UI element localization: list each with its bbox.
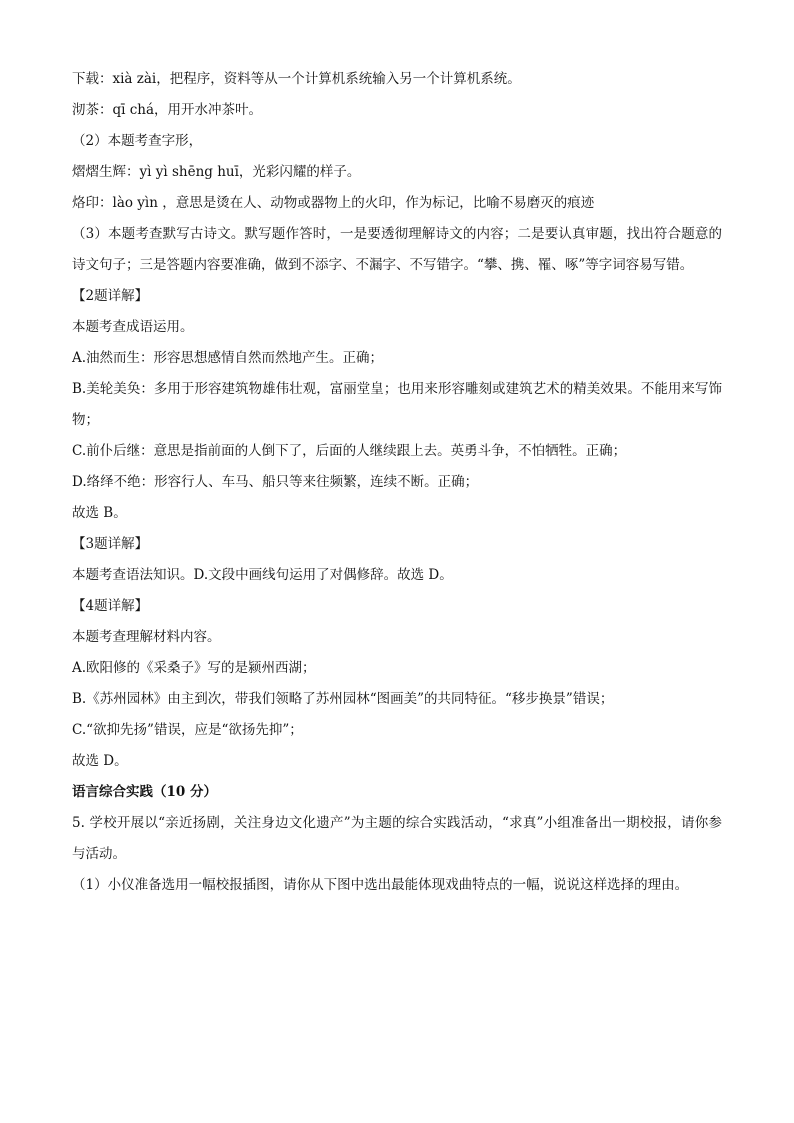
section-heading: 【3题详解】 bbox=[72, 536, 149, 552]
text-line: 熠熠生辉：yì yì shēng huī，光彩闪耀的样子。 bbox=[72, 164, 361, 180]
text-line: （2）本题考查字形， bbox=[72, 133, 203, 149]
part-heading: 语言综合实践（10 分） bbox=[72, 784, 217, 800]
text-line: 本题考查理解材料内容。 bbox=[72, 629, 221, 645]
text-line: C.前仆后继：意思是指前面的人倒下了，后面的人继续跟上去。英勇斗争，不怕牺牲。正确； bbox=[72, 443, 627, 459]
text-line: （1）小仪准备选用一幅校报插图，请你从下图中选出最能体现戏曲特点的一幅，说说这样选择的理由。 bbox=[72, 877, 689, 893]
text-line: D.络绎不绝：形容行人、车马、船只等来往频繁，连续不断。正确； bbox=[72, 474, 479, 490]
document-body bbox=[72, 64, 722, 901]
text-paragraph: B.美轮美奂：多用于形容建筑物雄伟壮观，富丽堂皇；也用来形容雕刻或建筑艺术的精美效果。不能用来写饰物； bbox=[72, 381, 722, 428]
text-line: A.油然而生：形容思想感情自然而然地产生。正确； bbox=[72, 350, 384, 366]
text-paragraph: （3）本题考查默写古诗文。默写题作答时，一是要透彻理解诗文的内容；二是要认真审题，找出符合题意的诗文句子；三是答题内容要准确，做到不添字、不漏字、不写错字。“攀、携、罹、啄”等字词容易写错。 bbox=[72, 226, 722, 273]
text-line: 沏茶：qī chá，用开水冲茶叶。 bbox=[72, 102, 263, 118]
text-line: 本题考查语法知识。D.文段中画线句运用了对偶修辞。故选 D。 bbox=[72, 567, 453, 583]
text-line: 故选 B。 bbox=[72, 505, 127, 521]
text-line: 烙印：lào yìn ，意思是烫在人、动物或器物上的火印，作为标记，比喻不易磨灭的痕迹 bbox=[72, 195, 595, 211]
text-line: 本题考查成语运用。 bbox=[72, 319, 194, 335]
text-line: A.欧阳修的《采桑子》写的是颍州西湖； bbox=[72, 660, 316, 676]
section-heading: 【2题详解】 bbox=[72, 288, 149, 304]
text-line: 故选 D。 bbox=[72, 753, 128, 769]
text-line: C.“欲抑先扬”错误，应是“欲扬先抑”； bbox=[72, 722, 303, 738]
text-line: B.《苏州园林》由主到次，带我们领略了苏州园林“图画美”的共同特征。“移步换景”错误； bbox=[72, 691, 614, 707]
text-line: 下载：xià zài，把程序，资料等从一个计算机系统输入另一个计算机系统。 bbox=[72, 71, 521, 87]
question-paragraph: 5. 学校开展以“亲近扬剧，关注身边文化遗产”为主题的综合实践活动，“求真”小组准备出一期校报，请你参与活动。 bbox=[72, 815, 722, 862]
section-heading: 【4题详解】 bbox=[72, 598, 149, 614]
